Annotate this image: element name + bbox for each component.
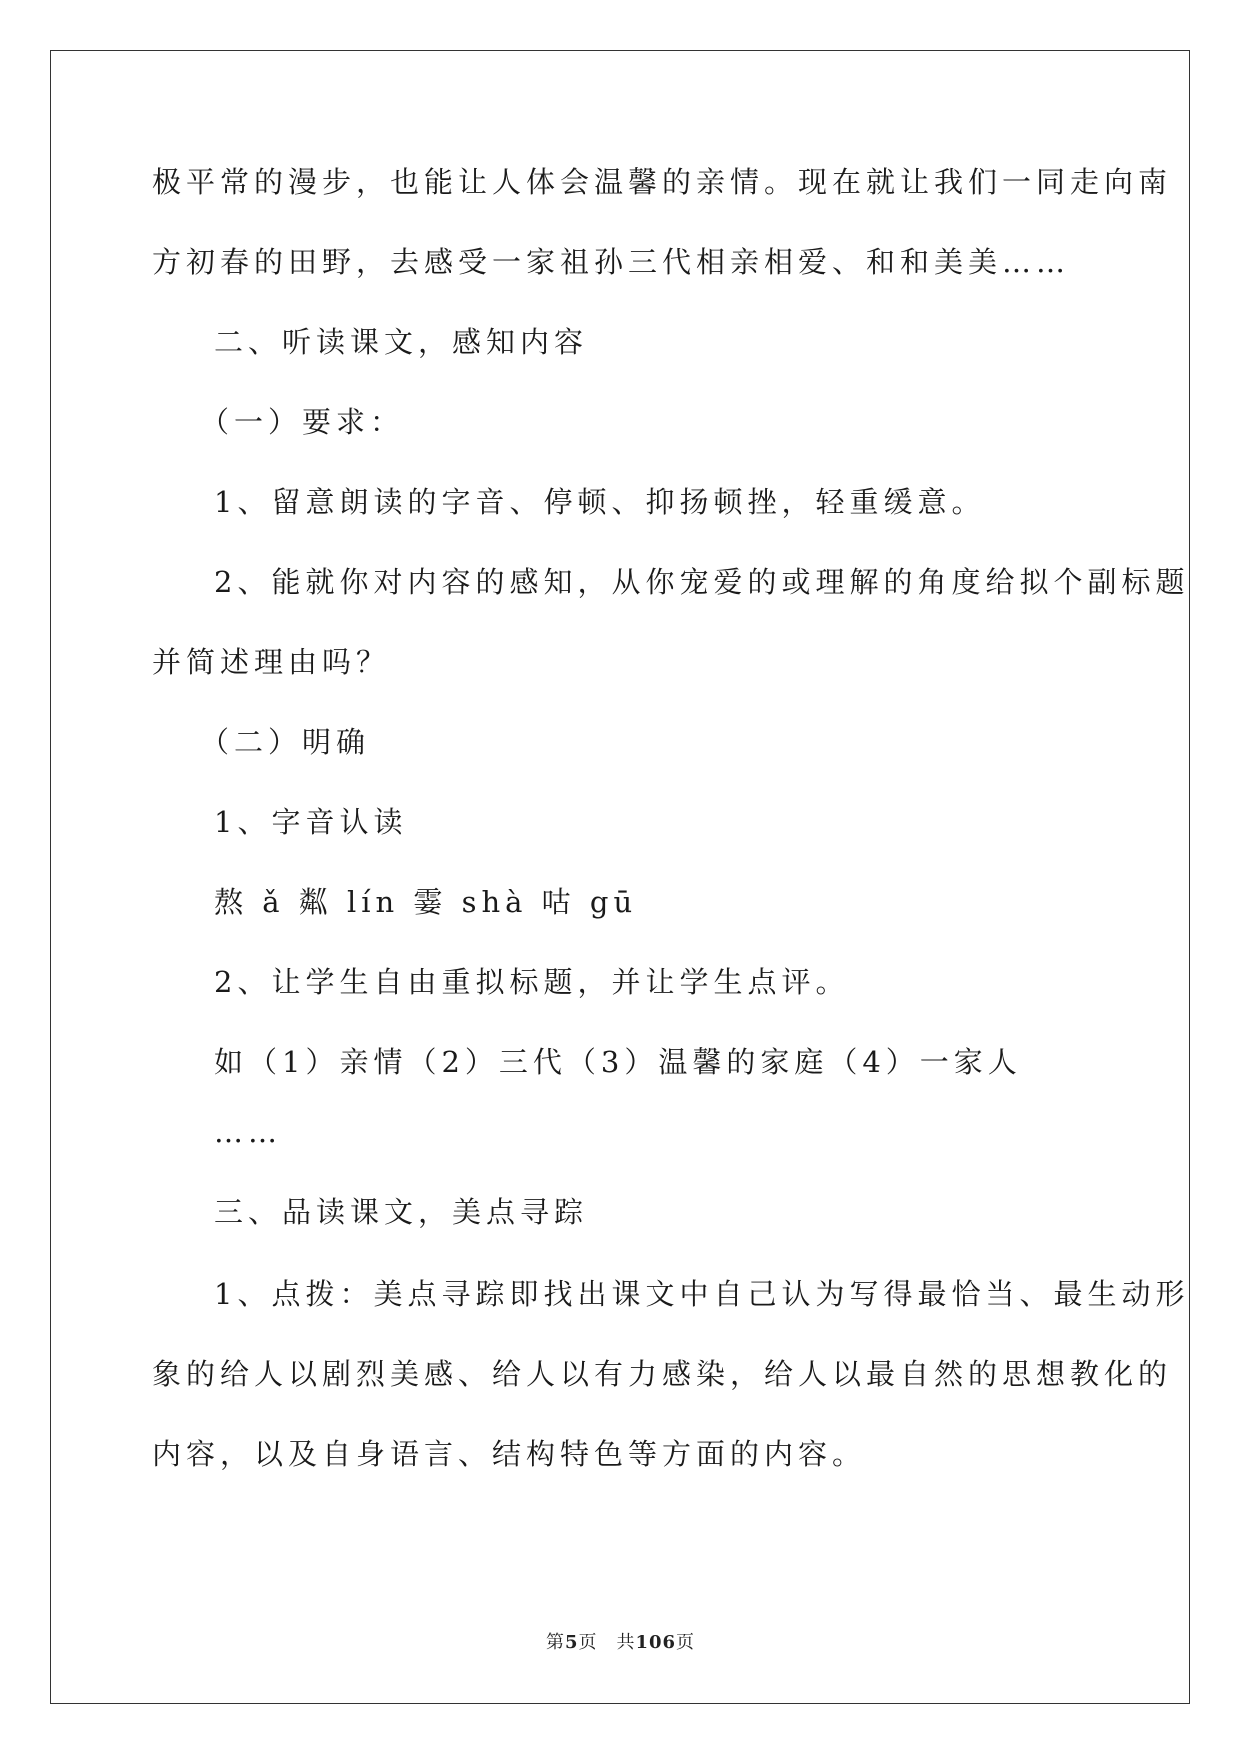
paragraph-line: 1、字音认读 <box>214 805 408 839</box>
subsection-heading: （一）要求： <box>200 405 405 439</box>
paragraph-line: 极平常的漫步，也能让人体会温馨的亲情。现在就让我们一同走向南 <box>152 165 1173 199</box>
paragraph-line: 2、能就你对内容的感知，从你宠爱的或理解的角度给拟个副标题 <box>214 565 1190 599</box>
section-heading: 三、品读课文，美点寻踪 <box>214 1195 589 1229</box>
paragraph-line: 1、留意朗读的字音、停顿、抑扬顿挫，轻重缓意。 <box>214 485 986 519</box>
pinyin-line: 熬 ǎ 粼 lín 霎 shà 咕 gū <box>214 885 638 919</box>
paragraph-line: 内容，以及自身语言、结构特色等方面的内容。 <box>152 1437 867 1471</box>
subsection-heading: （二）明确 <box>200 725 371 759</box>
paragraph-line: 1、点拨：美点寻踪即找出课文中自己认为写得最恰当、最生动形 <box>214 1277 1190 1311</box>
footer-prefix: 第 <box>545 1632 565 1653</box>
paragraph-line: 象的给人以剧烈美感、给人以有力感染，给人以最自然的思想教化的 <box>152 1357 1173 1391</box>
paragraph-line: 方初春的田野，去感受一家祖孙三代相亲相爱、和和美美…… <box>152 245 1071 279</box>
ellipsis-line: …… <box>214 1115 282 1149</box>
page-footer <box>0 1628 1241 1654</box>
current-page-number: 5 <box>564 1632 579 1653</box>
section-heading: 二、听读课文，感知内容 <box>214 325 589 359</box>
total-page-number: 106 <box>635 1632 677 1653</box>
paragraph-line: 并简述理由吗？ <box>152 645 391 679</box>
paragraph-line: 如（1）亲情（2）三代（3）温馨的家庭（4）一家人 <box>214 1045 1022 1079</box>
paragraph-line: 2、让学生自由重拟标题，并让学生点评。 <box>214 965 850 999</box>
footer-mid: 页 共 <box>578 1632 636 1653</box>
footer-suffix: 页 <box>676 1632 696 1653</box>
